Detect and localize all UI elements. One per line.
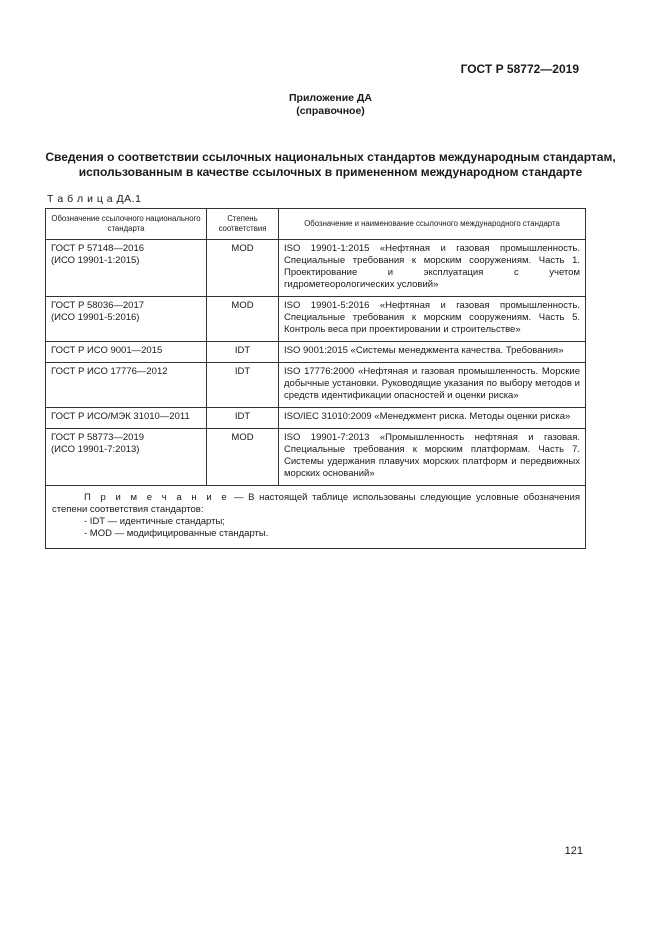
- degree-cell: IDT: [207, 342, 279, 363]
- column-header-degree: Степень соответствия: [207, 209, 279, 240]
- international-standard-cell: ISO 9001:2015 «Системы менеджмента качества. Требования»: [279, 342, 586, 363]
- table-note-row: [46, 486, 586, 549]
- table-row: [46, 429, 586, 486]
- annex-name: Приложение ДА: [289, 92, 372, 104]
- note-paragraph: [52, 492, 580, 516]
- table-row: [46, 342, 586, 363]
- national-standard-cell: [46, 297, 207, 342]
- note-item-idt: - IDT — идентичные стандарты;: [84, 516, 225, 527]
- degree-cell: MOD: [207, 297, 279, 342]
- international-standard-cell: ISO 19901-7:2013 «Промышленность нефтяная и газовая. Специальные требования к морским платформам. Часть 7. Системы удержания плавучих морских платформ и передвижных морских оснований»: [279, 429, 586, 486]
- national-standard-cell: [46, 240, 207, 297]
- heading-line-2: использованным в качестве ссылочных в примененном международном стандарте: [78, 165, 583, 179]
- degree-cell: MOD: [207, 429, 279, 486]
- international-standard-cell: ISO 17776:2000 «Нефтяная и газовая промышленность. Морские добычные установки. Руководящие указания по выбору методов и средств идентификации опасностей и оценки риска»: [279, 363, 586, 408]
- column-header-national: Обозначение ссылочного национального стандарта: [46, 209, 207, 240]
- international-standard-cell: ISO 19901-5:2016 «Нефтяная и газовая промышленность. Специальные требования к морским сооружениям. Часть 5. Контроль веса при проектировании и строительстве»: [279, 297, 586, 342]
- column-header-international: Обозначение и наименование ссылочного международного стандарта: [279, 209, 586, 240]
- national-standard-code: ГОСТ Р ИСО/МЭК 31010—2011: [51, 411, 190, 422]
- table-note: [46, 486, 586, 549]
- international-standard-cell: ISO 19901-1:2015 «Нефтяная и газовая промышленность. Специальные требования к морским сооружениям. Часть 1. Проектирование и эксплуатация с учетом гидрометеорологических условий»: [279, 240, 586, 297]
- degree-cell: MOD: [207, 240, 279, 297]
- national-standard-cell: [46, 429, 207, 486]
- national-standard-cell: [46, 363, 207, 408]
- table-row: [46, 408, 586, 429]
- national-standard-cell: [46, 408, 207, 429]
- document-code: ГОСТ Р 58772—2019: [460, 62, 579, 76]
- section-heading: [40, 150, 621, 180]
- correspondence-table: [45, 208, 586, 549]
- note-text: — В настоящей таблице использованы следующие условные обозначения степени соответствия стандартов:: [52, 492, 580, 515]
- table-header-row: [46, 209, 586, 240]
- page-number: 121: [564, 845, 583, 857]
- table-row: [46, 240, 586, 297]
- note-label: П р и м е ч а н и е: [84, 492, 230, 503]
- national-standard-code: ГОСТ Р 57148—2016: [51, 243, 145, 254]
- national-standard-iso-ref: (ИСО 19901-1:2015): [51, 255, 140, 266]
- national-standard-code: ГОСТ Р 58773—2019: [51, 432, 145, 443]
- table-caption: Т а б л и ц а ДА.1: [47, 193, 142, 205]
- table-row: [46, 363, 586, 408]
- national-standard-iso-ref: (ИСО 19901-7:2013): [51, 444, 140, 455]
- national-standard-code: ГОСТ Р ИСО 17776—2012: [51, 366, 168, 377]
- annex-title: [0, 92, 661, 118]
- national-standard-cell: [46, 342, 207, 363]
- national-standard-code: ГОСТ Р ИСО 9001—2015: [51, 345, 163, 356]
- table-row: [46, 297, 586, 342]
- degree-cell: IDT: [207, 408, 279, 429]
- degree-cell: IDT: [207, 363, 279, 408]
- national-standard-code: ГОСТ Р 58036—2017: [51, 300, 145, 311]
- international-standard-cell: ISO/IEC 31010:2009 «Менеджмент риска. Методы оценки риска»: [279, 408, 586, 429]
- annex-status: (справочное): [296, 105, 365, 117]
- heading-line-1: Сведения о соответствии ссылочных национальных стандартов международным стандартам,: [45, 150, 616, 164]
- note-item-mod: - MOD — модифицированные стандарты.: [84, 528, 269, 539]
- national-standard-iso-ref: (ИСО 19901-5:2016): [51, 312, 140, 323]
